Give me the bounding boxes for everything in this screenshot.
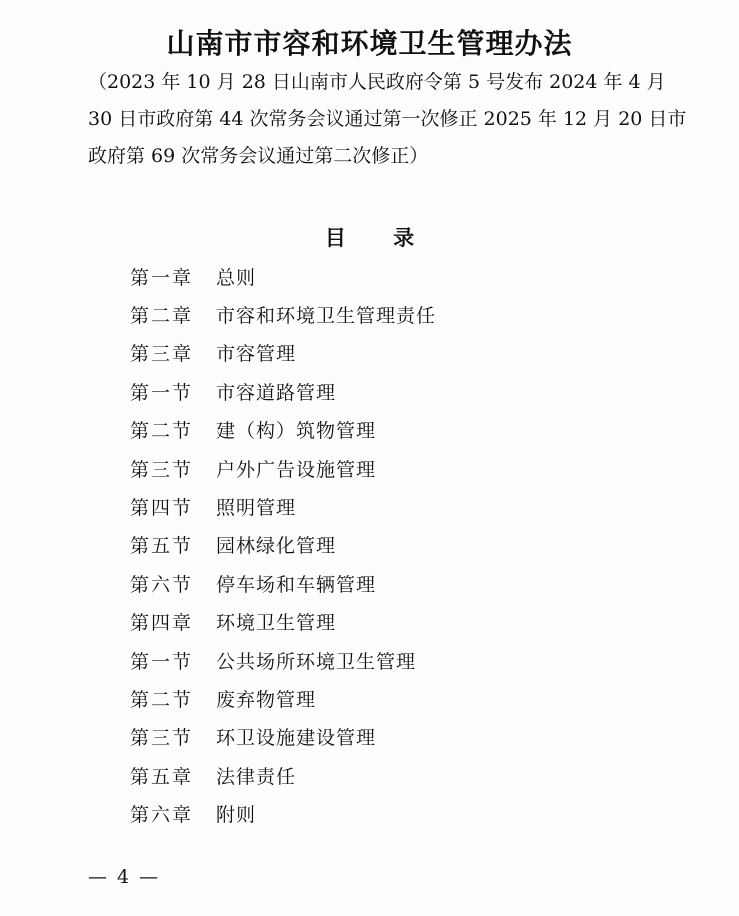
page-number: — 4 — [88, 866, 161, 888]
toc-item-number: 第四章 [130, 612, 194, 635]
toc-item [130, 794, 436, 832]
toc-item [130, 411, 436, 449]
toc-item [130, 334, 436, 372]
toc-item-title: 环卫设施建设管理 [216, 727, 377, 750]
toc-item-number: 第二章 [130, 305, 194, 328]
toc-item [130, 257, 436, 295]
toc-item-title: 停车场和车辆管理 [216, 573, 377, 596]
toc-item [130, 641, 436, 679]
toc-item [130, 487, 436, 525]
toc-item-number: 第五章 [130, 765, 194, 788]
toc-item-number: 第三章 [130, 343, 194, 366]
toc-item [130, 295, 436, 333]
toc-item [130, 526, 436, 564]
table-of-contents [130, 257, 436, 833]
toc-item-title: 法律责任 [216, 765, 297, 788]
toc-item-number: 第一节 [130, 650, 194, 673]
toc-item-number: 第六节 [130, 573, 194, 596]
toc-item-number: 第二节 [130, 420, 194, 443]
toc-item-title: 环境卫生管理 [216, 612, 337, 635]
toc-item [130, 679, 436, 717]
toc-item-number: 第一节 [130, 381, 194, 404]
toc-item-title: 市容管理 [216, 343, 297, 366]
toc-item-number: 第三节 [130, 727, 194, 750]
toc-item-title: 附则 [216, 804, 257, 827]
toc-item-title: 市容道路管理 [216, 381, 337, 404]
toc-item-title: 户外广告设施管理 [216, 458, 377, 481]
toc-item-number: 第四节 [130, 497, 194, 520]
toc-item [130, 372, 436, 410]
toc-item-title: 市容和环境卫生管理责任 [216, 305, 437, 328]
toc-item-title: 公共场所环境卫生管理 [216, 650, 417, 673]
toc-item-title: 照明管理 [216, 497, 297, 520]
promulgation-note: （2023 年 10 月 28 日山南市人民政府令第 5 号发布 2024 年 4 月 30 日市政府第 44 次常务会议通过第一次修正 2025 年 12 月 20 日市政府第 69 次常务会议通过第二次修正） [88, 71, 687, 167]
toc-item-number: 第二节 [130, 688, 194, 711]
toc-item [130, 564, 436, 602]
toc-item [130, 449, 436, 487]
toc-item-number: 第三节 [130, 458, 194, 481]
toc-heading: 目 录 [324, 226, 435, 250]
toc-item-number: 第一章 [130, 266, 194, 289]
toc-item-title: 总则 [216, 266, 257, 289]
toc-item-number: 第五节 [130, 535, 194, 558]
toc-item [130, 756, 436, 794]
toc-item [130, 718, 436, 756]
toc-item-title: 建（构）筑物管理 [216, 420, 377, 443]
toc-item [130, 603, 436, 641]
toc-item-number: 第六章 [130, 804, 194, 827]
document-title: 山南市市容和环境卫生管理办法 [166, 27, 573, 60]
toc-item-title: 废弃物管理 [216, 688, 317, 711]
toc-item-title: 园林绿化管理 [216, 535, 337, 558]
